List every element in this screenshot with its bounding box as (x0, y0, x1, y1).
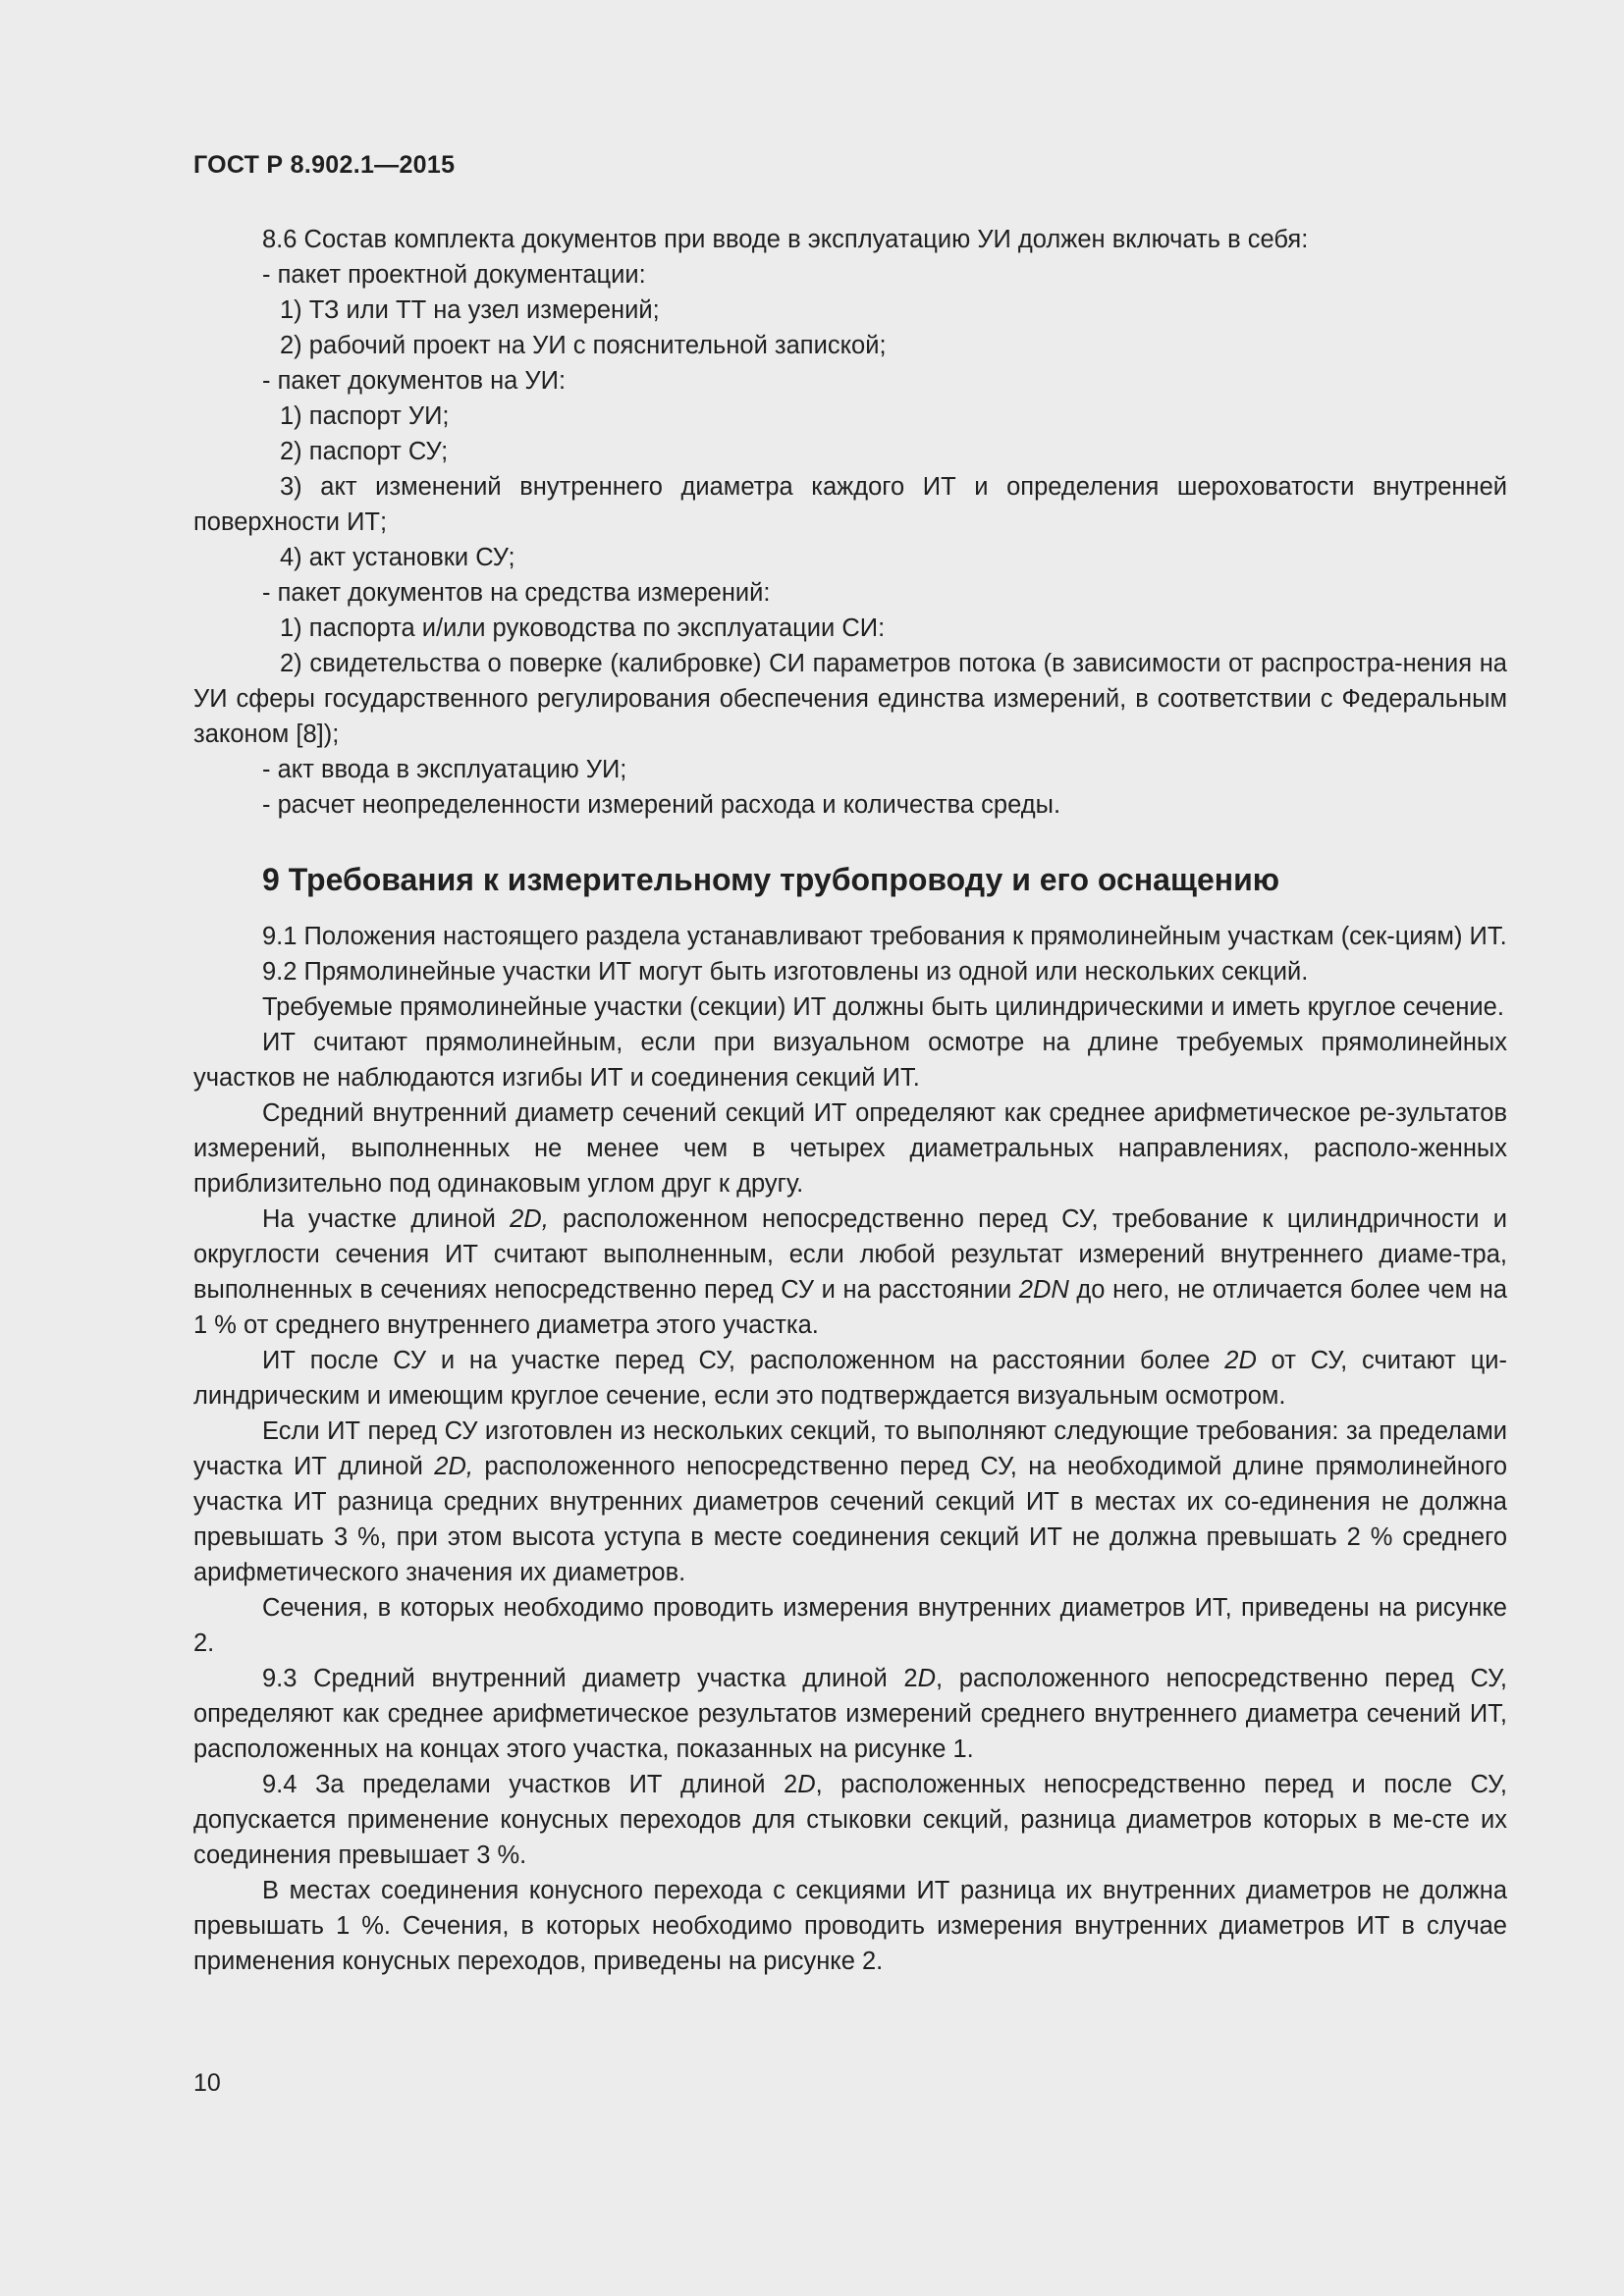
document-body (193, 222, 1507, 1979)
list-item-ui-2: 2) паспорт СУ; (280, 438, 449, 465)
list-item-si-1: 1) паспорта и/или руководства по эксплуатации СИ: (280, 614, 886, 642)
list-item-si-2: 2) свидетельства о поверке (калибровке) СИ параметров потока (в зависимости от распростра-нения на УИ сферы государственного регулирования обеспечения единства измерений, в соответствии с Федеральным законом [8]); (193, 650, 1507, 748)
list-item-ui-4: 4) акт установки СУ; (280, 544, 515, 571)
paragraph-after-su: ИТ после СУ и на участке перед СУ, расположенном на расстоянии более 2D от СУ, считают ци-линдрическим и имеющим круглое сечение, если это подтверждается визуальным осмотром. (193, 1347, 1507, 1410)
paragraph-cone-transitions: В местах соединения конусного перехода с секциями ИТ разница их внутренних диаметров не должна превышать 1 %. Сечения, в которых необходимо проводить измерения внутренних диаметров ИТ в случае применения конусных переходов, приведены на рисунке 2. (193, 1877, 1507, 1975)
list-item-ui-1: 1) паспорт УИ; (280, 402, 450, 430)
paragraph-9-2: 9.2 Прямолинейные участки ИТ могут быть изготовлены из одной или нескольких секций. (262, 958, 1309, 986)
paragraph-2d-requirement: На участке длиной 2D, расположенном непосредственно перед СУ, требование к цилиндричности и округлости сечения ИТ считают выполненным, если любой результат измерений внутреннего диаме-тра, выполненных в сечениях непосредственно перед СУ и на расстоянии 2DN до него, не отличается более чем на 1 % от среднего внутреннего диаметра этого участка. (193, 1205, 1508, 1339)
list-item-project-package: - пакет проектной документации: (262, 261, 646, 289)
paragraph-measurement-sections: Сечения, в которых необходимо проводить измерения внутренних диаметров ИТ, приведены на рисунке 2. (193, 1594, 1507, 1657)
paragraph-8-6: 8.6 Состав комплекта документов при вводе в эксплуатацию УИ должен включать в себя: (262, 226, 1309, 253)
list-item-ui-3: 3) акт изменений внутреннего диаметра каждого ИТ и определения шероховатости внутренней поверхности ИТ; (193, 473, 1507, 536)
paragraph-9-4: 9.4 За пределами участков ИТ длиной 2D, расположенных непосредственно перед и после СУ, допускается применение конусных переходов для стыковки секций, разница диаметров которых в ме-сте их соединения превышает 3 %. (193, 1771, 1507, 1869)
paragraph-9-1: 9.1 Положения настоящего раздела устанавливают требования к прямолинейным участкам (сек-циям) ИТ. (262, 923, 1507, 950)
paragraph-mean-diameter: Средний внутренний диаметр сечений секций ИТ определяют как среднее арифметическое ре-зультатов измерений, выполненных не менее чем в четырех диаметральных направлениях, располо-женных приблизительно под одинаковым углом друг к другу. (193, 1099, 1507, 1198)
paragraph-required-sections: Требуемые прямолинейные участки (секции) ИТ должны быть цилиндрическими и иметь круглое сечение. (262, 993, 1504, 1021)
paragraph-multiple-sections: Если ИТ перед СУ изготовлен из нескольких секций, то выполняют следующие требования: за пределами участка ИТ длиной 2D, расположенного непосредственно перед СУ, на необходимой длине прямолинейного участка ИТ разница средних внутренних диаметров сечений секций ИТ в местах их со-единения не должна превышать 3 %, при этом высота уступа в месте соединения секций ИТ не должна превышать 2 % среднего арифметического значения их диаметров. (193, 1417, 1507, 1586)
list-item-project-1: 1) ТЗ или ТТ на узел измерений; (280, 296, 660, 324)
paragraph-9-3: 9.3 Средний внутренний диаметр участка длиной 2D, расположенного непосредственно перед СУ, определяют как среднее арифметическое результатов измерений среднего внутреннего диаметра сечений ИТ, расположенных на концах этого участка, показанных на рисунке 1. (193, 1665, 1507, 1763)
list-item-project-2: 2) рабочий проект на УИ с пояснительной запиской; (280, 332, 887, 359)
page-number: 10 (193, 2069, 221, 2097)
list-item-ui-package: - пакет документов на УИ: (262, 367, 567, 395)
paragraph-straightness: ИТ считают прямолинейным, если при визуальном осмотре на длине требуемых прямолинейных участков не наблюдаются изгибы ИТ и соединения секций ИТ. (193, 1029, 1507, 1092)
list-item-si-package: - пакет документов на средства измерений: (262, 579, 771, 607)
document-header: ГОСТ Р 8.902.1—2015 (193, 151, 456, 179)
section-9-title: 9 Требования к измерительному трубопроводу и его оснащению (262, 862, 1280, 897)
list-item-uncertainty-calc: - расчет неопределенности измерений расхода и количества среды. (262, 791, 1061, 819)
list-item-commissioning-act: - акт ввода в эксплуатацию УИ; (262, 756, 627, 783)
